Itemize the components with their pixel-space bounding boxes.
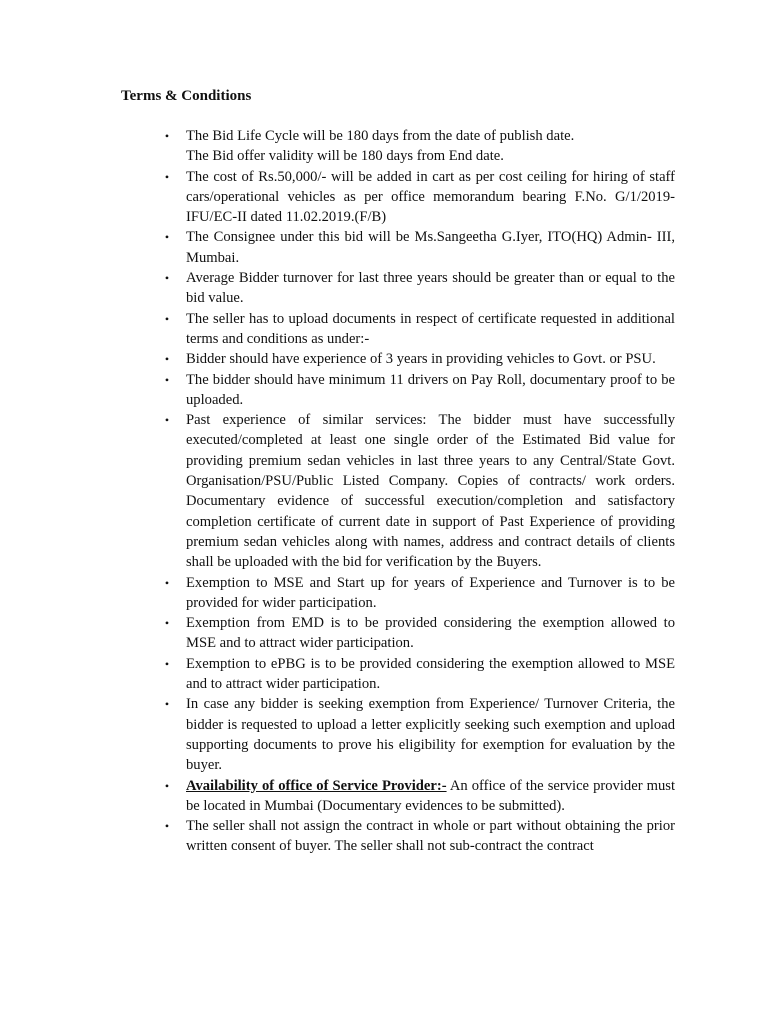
bullet-icon: • (164, 352, 170, 367)
terms-heading: Terms & Conditions (121, 88, 252, 104)
term-cost (0, 167, 768, 228)
term-text: Bidder should have experience of 3 years in providing vehicles to Govt. or PSU. (186, 351, 656, 368)
term-text: The cost of Rs.50,000/- will be added in cart as per cost ceiling for hiring of staff cars/operational vehicles as per office memorandum bearing F.No. G/1/2019-IFU/EC-II dated 11.02.2019.(F/B) (186, 168, 675, 226)
term-bid-life-cycle (0, 126, 768, 167)
term-text: The Bid Life Cycle will be 180 days from the date of publish date. (186, 128, 575, 144)
bullet-icon: • (164, 697, 170, 712)
term-office-availability (0, 776, 768, 817)
term-text: The seller shall not assign the contract in whole or part without obtaining the prior written consent of buyer. The seller shall not sub-contract the contract (186, 818, 675, 855)
term-text: Past experience of similar services: The bidder must have successfully executed/completed at least one single order of the Estimated Bid value for providing premium sedan vehicles in last three years to any Central/State Govt. Organisation/PSU/Public Listed Company. Copies of contracts/ work orders. Documentary evidence of successful execution/completion and satisfactory completion certificate of current date in support of Past Experience of providing premium sedan vehicles along with names, address and contract details of clients shall be uploaded with the bid for verification by the Buyers. (186, 412, 675, 571)
terms-list (0, 126, 768, 857)
term-text: The Consignee under this bid will be Ms.Sangeetha G.Iyer, ITO(HQ) Admin- III, Mumbai. (186, 229, 675, 266)
term-assignment (0, 816, 768, 857)
term-emd-exemption (0, 613, 768, 654)
bullet-icon: • (164, 372, 170, 387)
bullet-icon: • (164, 271, 170, 286)
bullet-icon: • (164, 656, 170, 671)
term-consignee (0, 227, 768, 268)
bullet-icon: • (164, 311, 170, 326)
term-experience (0, 349, 768, 369)
bullet-icon: • (164, 129, 170, 143)
term-mse-exemption (0, 573, 768, 614)
term-turnover (0, 268, 768, 309)
term-text: The bidder should have minimum 11 drivers on Pay Roll, documentary proof to be uploaded. (186, 371, 675, 408)
term-text: Exemption from EMD is to be provided considering the exemption allowed to MSE and to attract wider participation. (186, 615, 675, 652)
bullet-icon: • (164, 616, 170, 631)
term-text: In case any bidder is seeking exemption from Experience/ Turnover Criteria, the bidder is requested to upload a letter explicitly seeking such exemption and upload supporting documents to prove his eligibility for exemption for evaluation by the buyer. (186, 696, 675, 774)
term-text: The Bid offer validity will be 180 days from End date. (186, 148, 504, 165)
term-text: An office of the service provider must be located in Mumbai (Documentary evidences to be submitted). (186, 777, 676, 814)
term-text: Exemption to MSE and Start up for years of Experience and Turnover is to be provided for wider participation. (186, 574, 675, 611)
bullet-icon: • (164, 169, 170, 184)
term-emphasis: Availability of office of Service Provider:- (186, 777, 447, 794)
bullet-icon: • (164, 575, 170, 590)
term-drivers (0, 370, 768, 411)
term-exemption-request (0, 694, 768, 775)
term-text: Exemption to ePBG is to be provided considering the exemption allowed to MSE and to attract wider participation. (186, 655, 675, 693)
term-epbg-exemption (0, 654, 768, 695)
bullet-icon: • (164, 413, 170, 428)
bullet-icon: • (164, 819, 170, 834)
term-past-experience (0, 410, 768, 572)
bullet-icon: • (164, 230, 170, 245)
term-text: The seller has to upload documents in respect of certificate requested in additional terms and conditions as under:- (186, 310, 675, 347)
term-text: Average Bidder turnover for last three years should be greater than or equal to the bid value. (186, 270, 675, 307)
bullet-icon: • (164, 778, 170, 793)
term-upload-documents (0, 309, 768, 350)
